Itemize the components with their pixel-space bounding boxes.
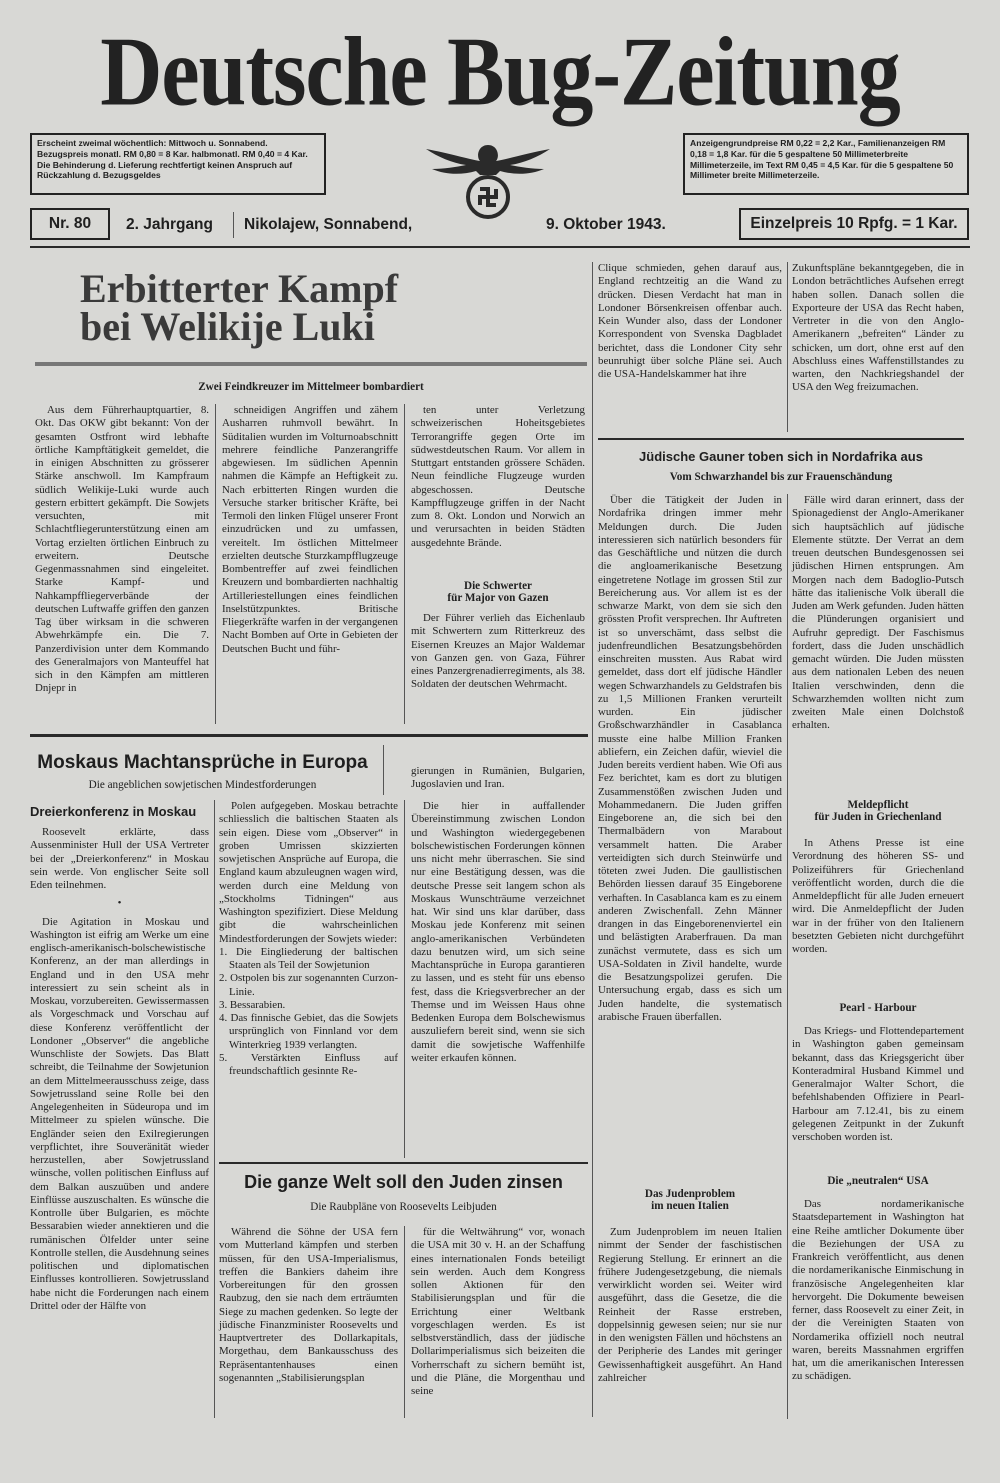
dateline-divider bbox=[233, 212, 234, 238]
list-item: 1. Die Eingliederung der baltischen Staaten als Teil der Sowjetunion bbox=[219, 945, 398, 971]
issue-price: Einzelpreis 10 Rpfg. = 1 Kar. bbox=[750, 215, 958, 232]
gauner-col5-text: Fälle wird daran erinnert, dass der Spionagedienst der Anglo-Amerikaner sich hauptsächlich auf jüdische Elemente stützte. Der Verrat an dem treuen deutschen Bundesgenossen sei jüdischen Hirnen entsprungen. Am Morgen nach dem Badoglio-Putsch hätte das italienische Volk überall die Juden am Werk gefunden. Juden hätten die Plünderungen organisiert und Aufruhr gepredigt. Der Faschismus fordert, dass die Juden unschädlich gemacht würden. Die Juden müssten aus dem nationalen Leben des neuen Italien verschwinden, denn die Schwarzhemden wollten nicht zum zweiten Male einen Dolchstoß erhalten. bbox=[792, 494, 964, 732]
meldepflicht-headline-line1: Meldepflicht bbox=[847, 799, 909, 811]
issue-year: 2. Jahrgang bbox=[126, 216, 213, 233]
zinsen-headline: Die ganze Welt soll den Juden zinsen bbox=[244, 1172, 563, 1192]
list-item: 3. Bessarabien. bbox=[219, 998, 286, 1011]
zinsen-subhead: Die Raubpläne von Roosevelts Leibjuden bbox=[310, 1201, 497, 1213]
zinsen-col3 bbox=[411, 1226, 585, 1398]
section-separator: • bbox=[117, 897, 122, 910]
article1-box-text bbox=[411, 612, 585, 692]
gauner-col4-text: Über die Tätigkeit der Juden in Nordafrika dringen immer mehr Meldungen durch. Die Juden interessieren sich natürlich besonders für das Geschäftliche und nützen die durch die angloamerikanische Besetzung eingetretene Notlage im grossen Stil zur Bereicherung aus. Vor allem ist es der schwarze Markt, von dem sie sich den grössten Profit versprechen. Ihr Auftreten ist so unverschämt, dass selbst die judenfreundlichen Besatzungsbehörden einschreiten mussten. Aus Rabat wird gemeldet, dass dort elf jüdische Händler wegen Schwarzhandels zu Geldstrafen bis zu 1,5 Millionen Franken verurteilt wurden. Ein jüdischer Großschwarzhändler in Casablanca musste eine halbe Million Franken abliefern, ein Zeichen dafür, wieviel die Juden bereits verdient haben. Wie Ofi aus Fez berichtet, kam es dort zu blutigen Zusammenstößen zwischen Juden und Mohammedanern. Die Juden griffen Eingeborene an, die sich bei den Thermalbädern von Marabout versammelt hatten. Die Araber verteidigten sich durch Steinwürfe und töteten zwei Juden. Die gaullistischen Behörden liessen darauf 35 Eingeborene verhaften. In Casablanca kam es zu einem anderen Zwischenfall. Zehn Männer drangen in das Eingeborenenviertel ein und belästigten Araberfrauen. Da man zunächst vermutete, dass es sich um USA-Soldaten in Zivil handelte, wurde die Besatzungspolizei gerufen. Die Untersuchung ergab, dass es sich um Juden handelte, die systematisch arabische Frauen überfallen. bbox=[598, 494, 782, 1023]
col4-top bbox=[598, 262, 782, 381]
zinsen-col2 bbox=[219, 1226, 398, 1385]
moskau-headline: Moskaus Machtansprüche in Europa bbox=[37, 752, 368, 773]
neutral-text-body: Das nordamerikanische Staatsdepartement in Washington hat eine Reihe amtlicher Dokumente über die Beziehungen der USA zu Frankreich veröffentlicht, aus denen die nordamerikanische Einmischung in französische Angelegenheiten klar hervorgeht. Die Dokumente beweisen ferner, dass Roosevelt zu einer Zeit, in der die Vereinigten Staaten von Nordamerika offiziell noch neutral waren, bereits Massnahmen ergriffen hat, um die amerikanischen Interessen zu schädigen. bbox=[792, 1198, 964, 1383]
list-item: 4. Das finnische Gebiet, das die Sowjets ursprünglich von Finnland vor dem Winterkrieg 1939 verlangten. bbox=[219, 1012, 398, 1051]
column-divider bbox=[787, 494, 788, 1419]
price-box bbox=[739, 208, 969, 240]
section-rule bbox=[30, 734, 588, 737]
meldepflicht-headline-line2: für Juden in Griechenland bbox=[814, 811, 942, 823]
section-rule bbox=[598, 438, 964, 440]
col5-top bbox=[792, 262, 964, 395]
article1-col3 bbox=[411, 404, 585, 550]
moskau-section-head: Dreierkonferenz in Moskau bbox=[30, 804, 197, 819]
neutral-text bbox=[792, 1198, 964, 1384]
column-divider bbox=[404, 800, 405, 1158]
moskau-right-top-text: gierungen in Rumänien, Bulgarien, Jugoslavien und Iran. bbox=[411, 765, 585, 791]
column-divider bbox=[215, 404, 216, 724]
neutral-headline: Die „neutralen“ USA bbox=[827, 1175, 929, 1187]
article1-box-headline-line1: Die Schwerter bbox=[463, 580, 533, 592]
judenproblem-headline bbox=[598, 1188, 782, 1212]
article1-col3-text: ten unter Verletzung schweizerischen Hoheitsgebietes Terrorangriffe gegen Orte im südwestdeutschen Raum. Vor allem in Stuttgart entstanden grössere Schäden. Neun feindliche Flugzeuge wurden abgeschossen. Deutsche Kampfflugzeuge griffen in der Nacht zum 8. Okt. London und Norwich an und verursachten in beiden Städten ausgedehnte Brände. bbox=[411, 404, 585, 549]
pearl-text bbox=[792, 1025, 964, 1144]
moskau-col1b-text: Die Agitation in Moskau und Washington ist eifrig am Werke um eine englisch-amerikanisch-bolschewistische Konferenz, an der man allerdings in England und in den USA mehr interessiert zu sein scheint als in Moskau, vorzubereiten. Gewissermassen als Vorgeschmack und Vorschau auf diese Konferenz veröffentlicht der Londoner „Observer“ die angebliche Wunschliste der Sowjets. Das Blatt schreibt, die Teilnahme der Sowjetunion an dem Mittelmeerausschuss zeige, dass Sowjetrussland seine Rolle bei den Angelegenheiten in Südeuropa und im Mittelmeer zu spielen wünsche. Die Engländer seien den Exilregierungen verpflichtet, ihre Souveränität wieder herzustellen, aber Sowjetrussland wünsche, vollen politischen Einfluss auf dem Balkan auszuüben und andere Einflüsse auszuschalten. Es wünsche die Kontrolle über Bulgarien, es möchte Bessarabien wieder annektieren und die rumänischen Ölfelder unter seine Kontrolle stellen, die Ausdehnung seines politischen und diplomatischen Einflusses kontrollieren. Sowjetrussland habe nicht die Forderungen nach einem Drittel oder der Hälfte von bbox=[30, 915, 209, 1312]
column-divider bbox=[787, 262, 788, 432]
article1-headline-line1: Erbitterter Kampf bbox=[80, 266, 399, 311]
moskau-col1 bbox=[30, 826, 209, 1313]
column-divider bbox=[404, 1226, 405, 1418]
moskau-subhead: Die angeblichen sowjetischen Mindestforderungen bbox=[88, 779, 317, 791]
article1-subhead: Zwei Feindkreuzer im Mittelmeer bombardiert bbox=[198, 381, 424, 393]
section-rule bbox=[219, 1162, 588, 1164]
gauner-col4 bbox=[598, 494, 782, 1024]
judenproblem-headline-line2: im neuen Italien bbox=[651, 1200, 729, 1212]
issue-number-box bbox=[30, 208, 110, 240]
advertising-info-text: Anzeigengrundpreise RM 0,22 = 2,2 Kar., Familienanzeigen RM 0,18 = 1,8 Kar. für die 5 gespaltene 50 Millimeterbreite Millimeterzeile, im Text RM 0,45 = 4,5 Kar. für die 5 gespaltene 50 Millimeter breite Millimeterzeile. bbox=[690, 138, 954, 181]
article1-headline-rule bbox=[35, 362, 587, 366]
article1-col1 bbox=[35, 404, 209, 696]
article1-col2-text: schneidigen Angriffen und zähem Ausharren ruhmvoll bewährt. In Süditalien wurden im Volturnoabschnitt mehrere feindliche Panzerangriffe abgewiesen. Im südlichen Apennin nahmen die Kämpfe an Heftigkeit zu. Nach erbitterten Ringen wurden die Versuche starker britischer Kräfte, bei Termoli den linken Flügel unserer Front einzudrücken und zu umfassen, vereitelt. Im östlichen Mittelmeer erzielten deutsche Sturzkampfflugzeuge Bombentreffer auf zwei feindlichen Kreuzern und bombardierten nachhaltig Artilleriestellungen eines feindlichen Inselstützpunktes. Britische Fliegerkräfte warfen in der vergangenen Nacht Bomben auf Orte in Gebieten der Deutschen Bucht und führ- bbox=[222, 404, 398, 655]
column-divider bbox=[383, 745, 384, 795]
moskau-col3 bbox=[411, 800, 585, 1065]
article1-box-headline bbox=[411, 580, 585, 604]
gauner-col5 bbox=[792, 494, 964, 733]
zinsen-col2-text: Während die Söhne der USA fern vom Mutterland kämpfen und sterben müssen, für den USA-Imperialismus, treffen die Bankiers daheim ihre Vorbereitungen für den grossen Raubzug, den sie nach dem erträumten Siege zu machen gedenken. So legte der jüdische Finanzminister Roosevelts und Hauptvertreter des Dollarkapitals, Morgethau, dem Bankausschuss des Repräsentantenhauses einen sogenannten „Stabilisierungsplan bbox=[219, 1226, 398, 1384]
moskau-col2-text: Polen aufgegeben. Moskau betrachte schliesslich die baltischen Staaten als sein eigen. Diese vom „Observer“ in groben Umrissen skizzierten sowjetischen Ansprüche auf Europa, die England kaum abzuleugnen wagen wird, werden durch eine Meldung von „Stockholms Tidningen“ aus Washington spezifiziert. Diese Meldung gibt die wahrscheinlichen Mindestforderungen der Sowjets wieder: bbox=[219, 800, 398, 945]
moskau-col2 bbox=[219, 800, 398, 1078]
meldepflicht-headline bbox=[792, 799, 964, 823]
article1-headline-line2: bei Welikije Luki bbox=[80, 304, 375, 349]
column-divider bbox=[214, 800, 215, 1418]
moskau-right-top bbox=[411, 765, 585, 792]
issue-date: 9. Oktober 1943. bbox=[546, 216, 666, 233]
list-item: 5. Verstärkten Einfluss auf freundschaftlich gesinnte Re- bbox=[219, 1051, 398, 1077]
article1-headline bbox=[80, 266, 580, 349]
gauner-subhead: Vom Schwarzhandel bis zur Frauenschändung bbox=[669, 471, 893, 483]
list-item: 2. Ostpolen bis zur sogenannten Curzon-Linie. bbox=[219, 972, 398, 998]
col4-top-text: Clique schmieden, gehen darauf aus, England rechtzeitig an die Wand zu drücken. Diesen Verdacht hat man in Londoner Börsenkreisen offenbar auch. Kein Wunder also, dass der Londoner Korrespondent von Svenska Dagbladet berichtet, dass die Londoner City sehr beunruhigt über solche Pläne sei. Auch die USA-Handelskammer hat ihre bbox=[598, 262, 782, 380]
subscription-info-text: Erscheint zweimal wöchentlich: Mittwoch u. Sonnabend. Bezugspreis monatl. RM 0,80 = 8 Kar. halbmonatl. RM 0,40 = 4 Kar. Die Behinderung d. Lieferung rechtfertigt keinen Anspruch auf Rückzahlung d. Bezugsgeldes bbox=[37, 138, 308, 181]
meldepflicht-text bbox=[792, 837, 964, 956]
col5-top-text: Zukunftspläne bekanntgegeben, die in London beträchtliches Aufsehen erregt haben sollen. Danach sollen die Exporteure der USA das Recht haben, Vertreter in die von den Anglo-Amerikanern „befreiten“ Länder zu schicken, um dort, ohne erst auf den Abschluss eines Waffenstillstandes zu warten, den Nachkriegshandel der USA den Weg freizumachen. bbox=[792, 262, 964, 394]
issue-number: Nr. 80 bbox=[48, 215, 92, 232]
advertising-info-box bbox=[683, 133, 969, 195]
eagle-emblem bbox=[418, 135, 558, 230]
moskau-demand-list bbox=[219, 946, 398, 1079]
meldepflicht-text-body: In Athens Presse ist eine Verordnung des höheren SS- und Polizeiführers für Griechenland veröffentlicht worden, durch die die Anmeldepflicht für alle Juden erneuert wird. Die Anmeldepflicht der Juden war in der früher von den Italienern besetzten Gebieten nicht durchgeführt worden. bbox=[792, 837, 964, 955]
pearl-headline: Pearl - Harbour bbox=[839, 1002, 917, 1014]
article1-box-text-body: Der Führer verlieh das Eichenlaub mit Schwertern zum Ritterkreuz des Eisernen Kreuzes an Major Waldemar von Ganzen gen. von Gaza, Führer eines Panzergrenadierregiments, als 38. Soldaten der deutschen Wehrmacht. bbox=[411, 612, 585, 691]
column-divider bbox=[404, 404, 405, 724]
moskau-col1-text: Roosevelt erklärte, dass Aussenminister Hull der USA Vertreter bei der „Dreierkonferenz“ in Moskau sein werde. Von englischer Seite soll Eden teilnehmen. bbox=[30, 826, 209, 891]
subscription-info-box bbox=[30, 133, 326, 195]
newspaper-title: Deutsche Bug-Zeitung bbox=[100, 16, 900, 127]
zinsen-col3-text: für die Weltwährung“ vor, wonach die USA mit 30 v. H. an der Schaffung eines internationalen Fonds beteiligt sein werden. Auch dem Kongress sollen Aktionen für den Stabilisierungsplan und für die Errichtung einer Weltbank vorgeschlagen werden. Es ist selbstverständlich, dass der jüdische Dollarimperialismus sich beizeiten die Vorherrschaft zu sichern bemüht ist, und die Pläne, die Morgenthau und seine bbox=[411, 1226, 585, 1397]
article1-col1-text: Aus dem Führerhauptquartier, 8. Okt. Das OKW gibt bekannt: Von der gesamten Ostfront wird lebhafte örtliche Kampftätigkeit gemeldet, die in einigen Abschnitten zu grösserer Stärke anschwoll. Im Kampfraum südlich Welikije-Luki wurde auch gestern erbittert gekämpft. Die Sowjets versuchten, mit Schlachtfliegerunterstützung einen am Vortag erzielten örtlichen Einbruch zu erweitern. Deutsche Gegenmassnahmen sind eingeleitet. Starke Kampf- und Nahkampffliegerverbände der deutschen Luftwaffe griffen den ganzen Tag über wirksam in die schweren Abwehrkämpfe ein. Die 7. Panzerdivision unter dem Kommando des Generalmajors von Manteuffel hat sich in den Kämpfen am mittleren Dnjepr in bbox=[35, 404, 209, 695]
dateline-rule bbox=[30, 246, 970, 248]
moskau-col3-text: Die hier in auffallender Übereinstimmung zwischen London und Washington wiedergegebenen bolschewistischen Forderungen können uns nicht mehr überraschen. Sie sind nur eine Bestätigung dessen, was die deutsche Presse seit langem schon als Moskaus Wunschträume verzeichnet hat. Wir sind uns klar darüber, dass Moskau jede Konferenz mit seinen anglo-amerikanischen Verbündeten dazu benutzen wird, um sich seine Machtansprüche in Europa garantieren zu lassen, und es steht für uns ebenso fest, dass die Kriegsverbrecher an der Themse und im Weissen Haus ohne Bedenken Europa dem Bolschewismus auszuliefern bereit sind, wenn sie sich damit die sowjetische Waffenhilfe weiter erkaufen können. bbox=[411, 800, 585, 1064]
judenproblem-text bbox=[598, 1226, 782, 1385]
gauner-headline: Jüdische Gauner toben sich in Nordafrika aus bbox=[639, 449, 923, 464]
issue-place-day: Nikolajew, Sonnabend, bbox=[244, 216, 413, 233]
article1-box-headline-line2: für Major von Gazen bbox=[447, 592, 549, 604]
column-divider bbox=[592, 262, 593, 1417]
judenproblem-headline-line1: Das Judenproblem bbox=[644, 1188, 736, 1200]
judenproblem-text-body: Zum Judenproblem im neuen Italien nimmt der Sender der faschistischen Regierung Stellung. Er erinnert an die frühere Judengesetzgebung, die niemals verwirklicht worden sei. Weiter wird ausgeführt, dass die Gesetze, die die Reinheit der Rasse erstreben, doppelsinnig gewesen seien; nur sie nur in den wenigsten Fällen und höchstens an der Peripherie des Landes mit geringer Gewissenhaftigkeit ausgeführt. An Hand zahlreicher bbox=[598, 1226, 782, 1384]
pearl-text-body: Das Kriegs- und Flottendepartement in Washington gaben gemeinsam bekannt, dass das Kriegsgericht über Konteradmiral Husband Kimmel und Generalmajor Walter Schort, die befehlshabenden Offiziere in Pearl-Harbour am 7.12.41, bis zu einem gelegenen Zeitpunkt in der Zukunft verschoben worden ist. bbox=[792, 1025, 964, 1143]
article1-col2 bbox=[222, 404, 398, 656]
